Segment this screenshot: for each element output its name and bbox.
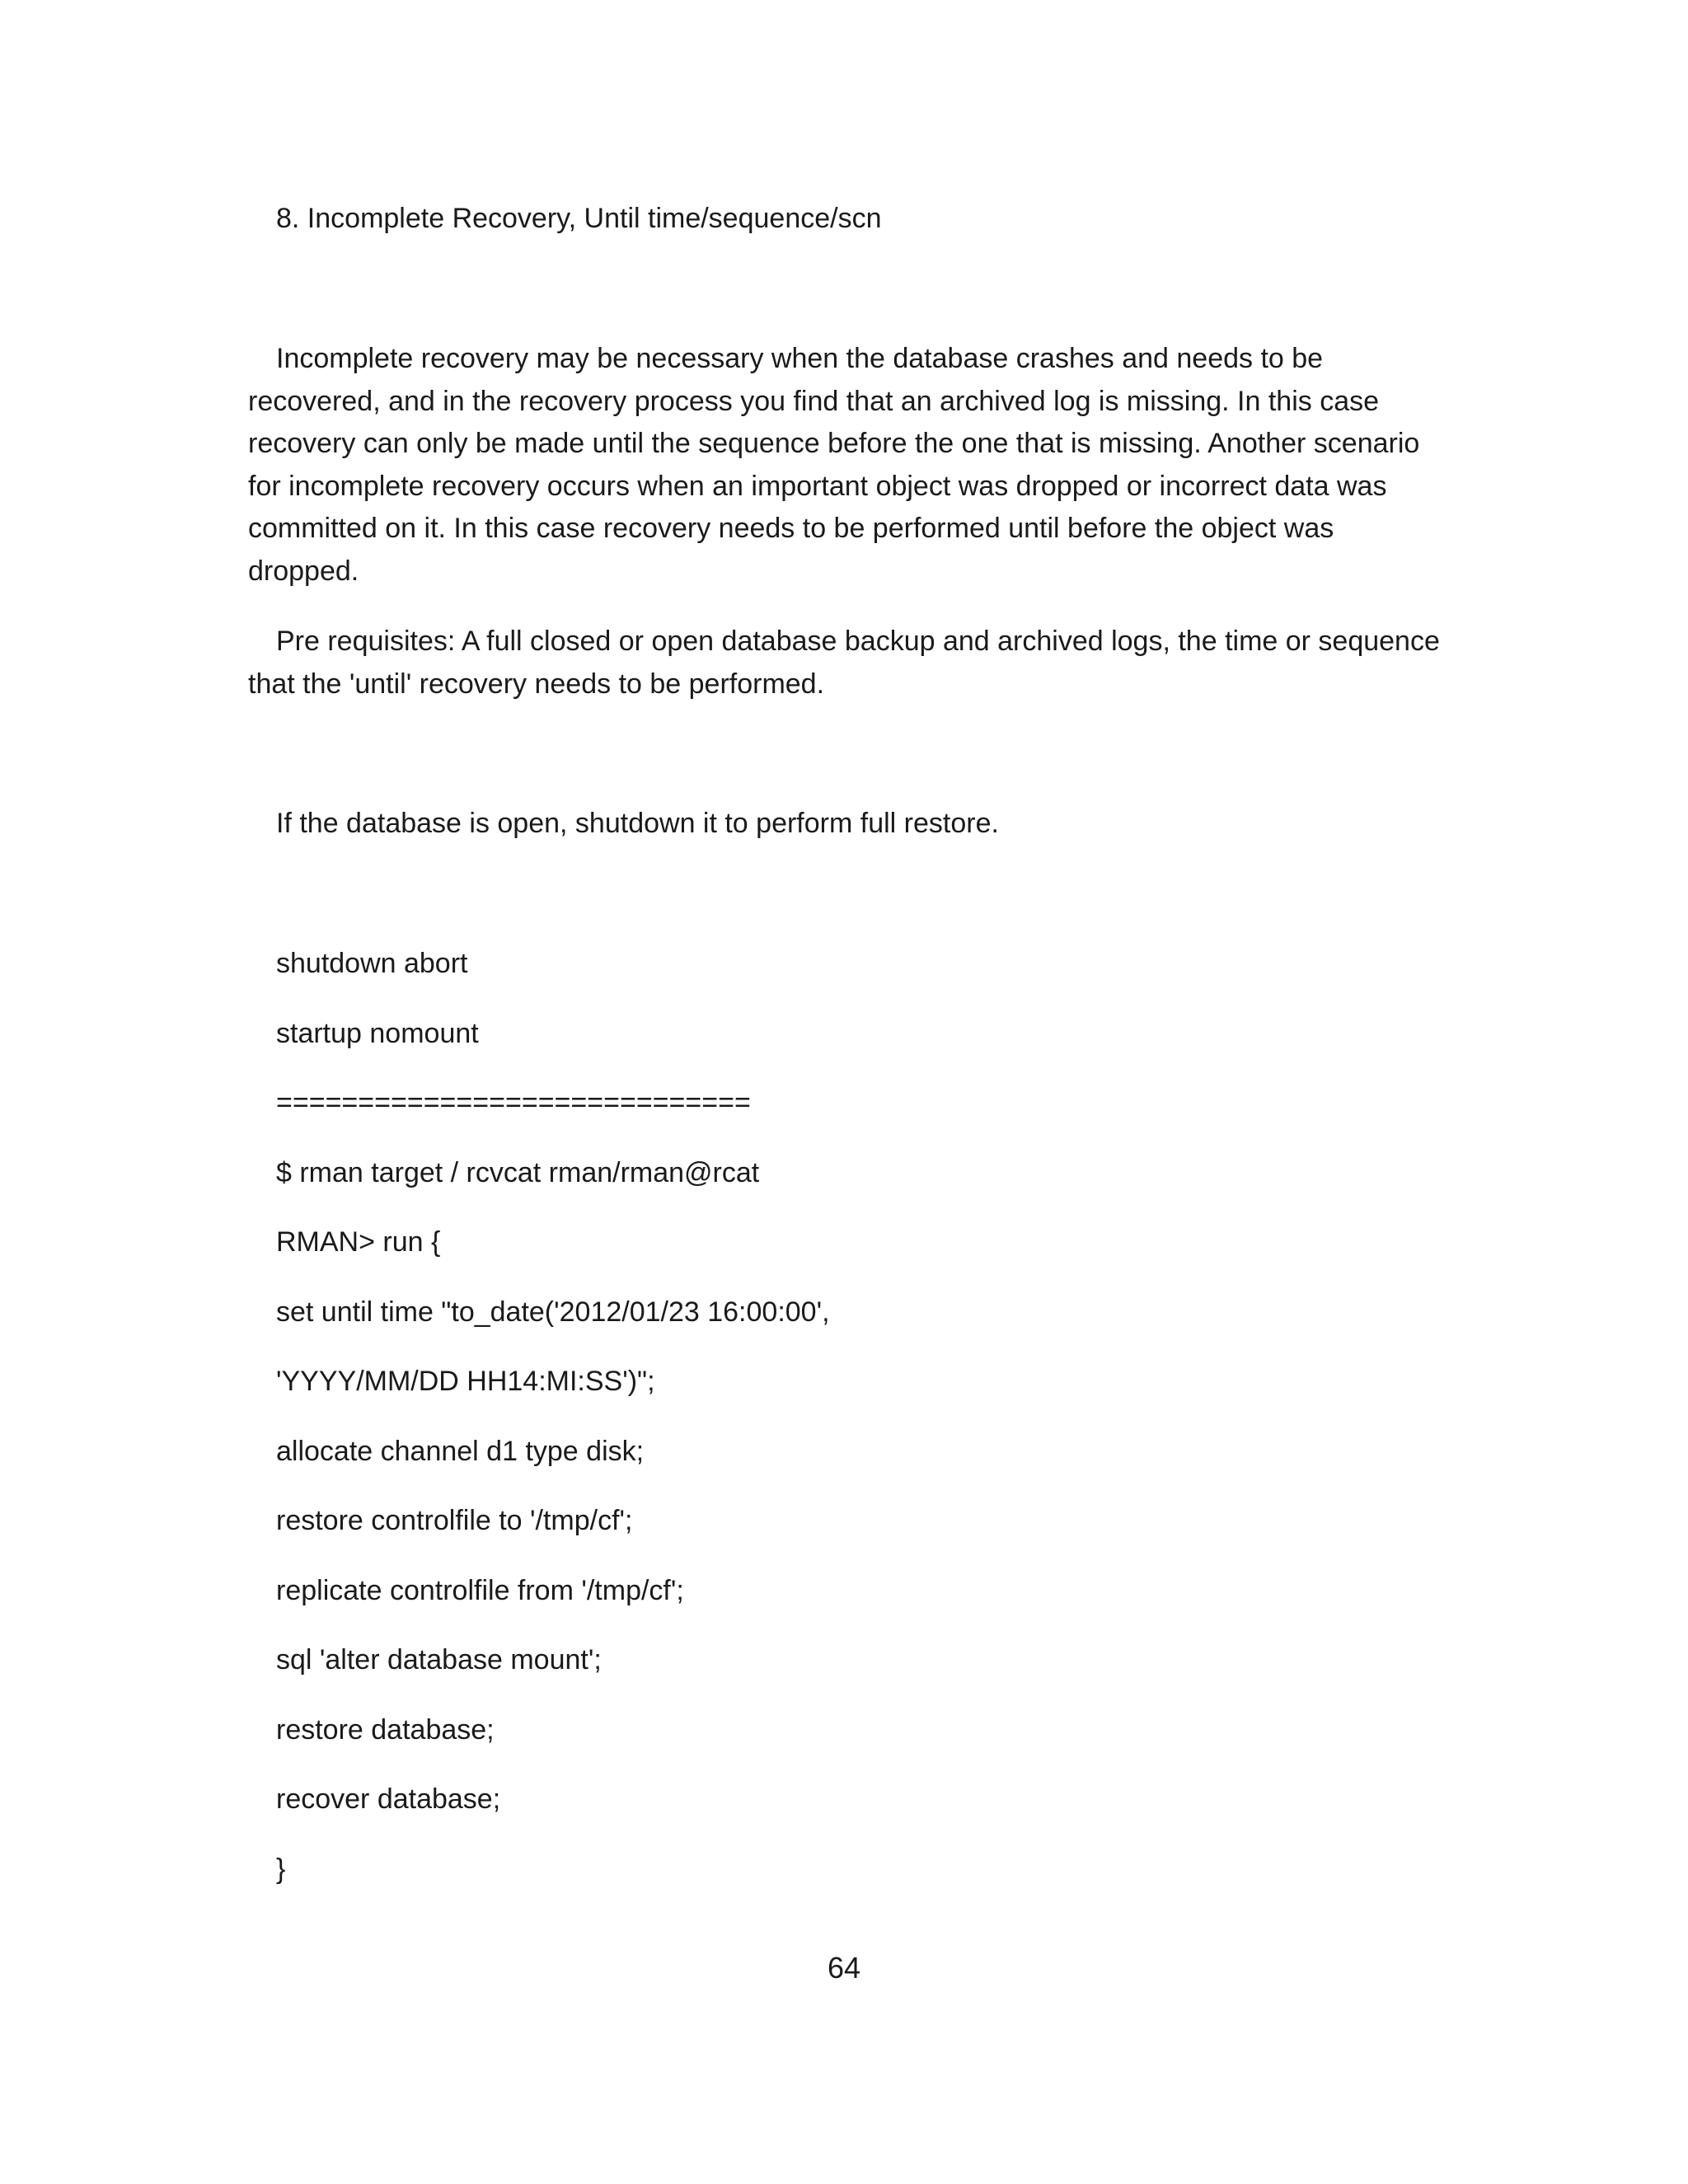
command-line: 'YYYY/MM/DD HH14:MI:SS')"; (276, 1366, 655, 1397)
section-heading: 8. Incomplete Recovery, Until time/sequence/scn (276, 203, 882, 234)
command-line: replicate controlfile from '/tmp/cf'; (276, 1575, 684, 1606)
page-number: 64 (827, 1951, 861, 1985)
command-line: $ rman target / rcvcat rman/rman@rcat (276, 1157, 760, 1188)
command-line: restore database; (276, 1714, 495, 1746)
command-line: set until time "to_date('2012/01/23 16:00:00', (276, 1296, 830, 1328)
command-line: shutdown abort (276, 948, 468, 979)
command-line: recover database; (276, 1783, 501, 1815)
command-line: allocate channel d1 type disk; (276, 1436, 645, 1467)
paragraph-prerequisites: Pre requisites: A full closed or open database backup and archived logs, the time or sequence that the 'until' recovery needs to be performed. (248, 626, 1440, 700)
command-line: sql 'alter database mount'; (276, 1644, 602, 1675)
paragraph-incomplete-recovery: Incomplete recovery may be necessary when the database crashes and needs to be recovered, and in the recovery process you find that an archived log is missing. In this case recovery can only be made until the sequence before the one that is missing. Another scenario for incomplete recovery occurs when an important object was dropped or incorrect data was committed on it. In this case recovery needs to be performed until before the object was dropped. (248, 343, 1420, 587)
command-line: restore controlfile to '/tmp/cf'; (276, 1505, 633, 1536)
command-line: startup nomount (276, 1018, 479, 1049)
instruction-text: If the database is open, shutdown it to perform full restore. (276, 808, 999, 839)
command-line: } (276, 1854, 286, 1885)
separator-line: ============================= (276, 1087, 751, 1118)
command-line: RMAN> run { (276, 1226, 441, 1258)
